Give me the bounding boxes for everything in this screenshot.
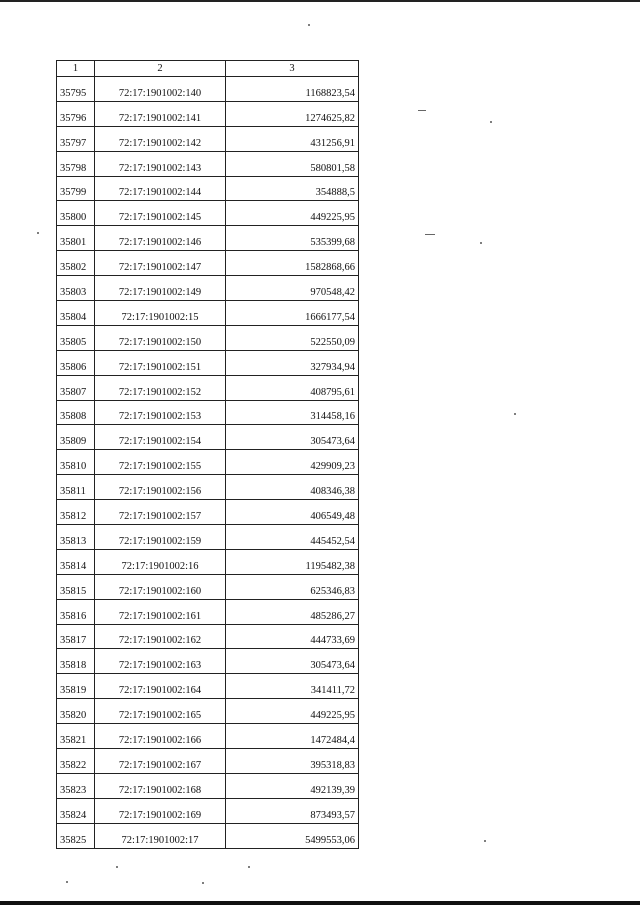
table-row [57, 350, 359, 375]
cadastral-value-cell: 1168823,54 [226, 77, 359, 102]
column-number-row [57, 61, 359, 77]
table-row [57, 699, 359, 724]
cadastral-value-cell: 327934,94 [226, 350, 359, 375]
scan-speck [308, 24, 310, 26]
table-row [57, 276, 359, 301]
table-row [57, 77, 359, 102]
scan-speck [248, 866, 250, 868]
scan-speck [480, 242, 482, 244]
cadastral-value-cell: 522550,09 [226, 325, 359, 350]
table-row [57, 574, 359, 599]
cadastral-number-cell: 72:17:1901002:156 [95, 475, 226, 500]
cadastral-number-cell: 72:17:1901002:164 [95, 674, 226, 699]
row-number-cell: 35803 [57, 276, 95, 301]
table-row [57, 450, 359, 475]
row-number-cell: 35810 [57, 450, 95, 475]
table-row [57, 549, 359, 574]
row-number-cell: 35822 [57, 749, 95, 774]
scan-speck [66, 881, 68, 883]
row-number-cell: 35811 [57, 475, 95, 500]
row-number-cell: 35820 [57, 699, 95, 724]
scan-dash [425, 234, 435, 235]
cadastral-number-cell: 72:17:1901002:149 [95, 276, 226, 301]
cadastral-number-cell: 72:17:1901002:15 [95, 301, 226, 326]
row-number-cell: 35807 [57, 375, 95, 400]
row-number-cell: 35796 [57, 101, 95, 126]
cadastral-number-cell: 72:17:1901002:166 [95, 724, 226, 749]
row-number-cell: 35808 [57, 400, 95, 425]
cadastral-value-cell: 625346,83 [226, 574, 359, 599]
cadastral-value-cell: 305473,64 [226, 649, 359, 674]
cadastral-value-cell: 408795,61 [226, 375, 359, 400]
cadastral-number-cell: 72:17:1901002:150 [95, 325, 226, 350]
scan-speck [484, 840, 486, 842]
cadastral-number-cell: 72:17:1901002:154 [95, 425, 226, 450]
cadastral-value-cell: 408346,38 [226, 475, 359, 500]
table-row [57, 176, 359, 201]
table-row [57, 749, 359, 774]
cadastral-value-cell: 1195482,38 [226, 549, 359, 574]
scan-dash [418, 110, 426, 111]
row-number-cell: 35806 [57, 350, 95, 375]
row-number-cell: 35805 [57, 325, 95, 350]
table-row [57, 201, 359, 226]
table-row [57, 301, 359, 326]
cadastral-value-table [56, 60, 359, 849]
cadastral-value-cell: 485286,27 [226, 599, 359, 624]
cadastral-number-cell: 72:17:1901002:142 [95, 126, 226, 151]
table-row [57, 798, 359, 823]
row-number-cell: 35809 [57, 425, 95, 450]
row-number-cell: 35798 [57, 151, 95, 176]
table-row [57, 101, 359, 126]
row-number-cell: 35813 [57, 525, 95, 550]
row-number-cell: 35818 [57, 649, 95, 674]
row-number-cell: 35802 [57, 251, 95, 276]
column-1-header: 1 [57, 61, 95, 77]
row-number-cell: 35799 [57, 176, 95, 201]
row-number-cell: 35821 [57, 724, 95, 749]
table-row [57, 624, 359, 649]
row-number-cell: 35825 [57, 823, 95, 848]
cadastral-value-cell: 873493,57 [226, 798, 359, 823]
cadastral-value-cell: 449225,95 [226, 201, 359, 226]
cadastral-number-cell: 72:17:1901002:153 [95, 400, 226, 425]
cadastral-number-cell: 72:17:1901002:165 [95, 699, 226, 724]
cadastral-value-cell: 429909,23 [226, 450, 359, 475]
row-number-cell: 35800 [57, 201, 95, 226]
table-row [57, 649, 359, 674]
cadastral-number-cell: 72:17:1901002:144 [95, 176, 226, 201]
cadastral-value-cell: 970548,42 [226, 276, 359, 301]
cadastral-value-cell: 341411,72 [226, 674, 359, 699]
row-number-cell: 35819 [57, 674, 95, 699]
table-row [57, 375, 359, 400]
bottom-edge-rule [0, 901, 640, 905]
row-number-cell: 35795 [57, 77, 95, 102]
table-row [57, 773, 359, 798]
cadastral-value-cell: 535399,68 [226, 226, 359, 251]
top-edge-rule [0, 0, 640, 2]
cadastral-number-cell: 72:17:1901002:162 [95, 624, 226, 649]
cadastral-value-cell: 1274625,82 [226, 101, 359, 126]
table-row [57, 325, 359, 350]
table-row [57, 400, 359, 425]
cadastral-number-cell: 72:17:1901002:151 [95, 350, 226, 375]
table-row [57, 525, 359, 550]
cadastral-number-cell: 72:17:1901002:155 [95, 450, 226, 475]
table-row [57, 151, 359, 176]
cadastral-number-cell: 72:17:1901002:141 [95, 101, 226, 126]
cadastral-value-cell: 1472484,4 [226, 724, 359, 749]
table-row [57, 475, 359, 500]
table-row [57, 724, 359, 749]
cadastral-value-cell: 431256,91 [226, 126, 359, 151]
cadastral-value-cell: 395318,83 [226, 749, 359, 774]
table-row [57, 823, 359, 848]
cadastral-number-cell: 72:17:1901002:169 [95, 798, 226, 823]
scan-speck [490, 121, 492, 123]
cadastral-number-cell: 72:17:1901002:163 [95, 649, 226, 674]
cadastral-value-cell: 1582868,66 [226, 251, 359, 276]
cadastral-number-cell: 72:17:1901002:161 [95, 599, 226, 624]
scan-speck [37, 232, 39, 234]
cadastral-value-cell: 305473,64 [226, 425, 359, 450]
table-row [57, 599, 359, 624]
cadastral-value-cell: 580801,58 [226, 151, 359, 176]
cadastral-number-cell: 72:17:1901002:168 [95, 773, 226, 798]
cadastral-number-cell: 72:17:1901002:17 [95, 823, 226, 848]
cadastral-value-cell: 406549,48 [226, 500, 359, 525]
cadastral-number-cell: 72:17:1901002:152 [95, 375, 226, 400]
cadastral-value-cell: 5499553,06 [226, 823, 359, 848]
cadastral-number-cell: 72:17:1901002:140 [95, 77, 226, 102]
column-2-header: 2 [95, 61, 226, 77]
cadastral-number-cell: 72:17:1901002:145 [95, 201, 226, 226]
cadastral-number-cell: 72:17:1901002:146 [95, 226, 226, 251]
row-number-cell: 35801 [57, 226, 95, 251]
cadastral-number-cell: 72:17:1901002:16 [95, 549, 226, 574]
cadastral-number-cell: 72:17:1901002:157 [95, 500, 226, 525]
cadastral-value-cell: 444733,69 [226, 624, 359, 649]
table-row [57, 126, 359, 151]
scan-speck [202, 882, 204, 884]
row-number-cell: 35812 [57, 500, 95, 525]
cadastral-value-cell: 314458,16 [226, 400, 359, 425]
column-3-header: 3 [226, 61, 359, 77]
row-number-cell: 35815 [57, 574, 95, 599]
cadastral-number-cell: 72:17:1901002:160 [95, 574, 226, 599]
table-row [57, 425, 359, 450]
table-row [57, 674, 359, 699]
table-row [57, 500, 359, 525]
cadastral-number-cell: 72:17:1901002:167 [95, 749, 226, 774]
cadastral-value-cell: 1666177,54 [226, 301, 359, 326]
scan-speck [514, 413, 516, 415]
cadastral-value-cell: 492139,39 [226, 773, 359, 798]
table-row [57, 226, 359, 251]
row-number-cell: 35817 [57, 624, 95, 649]
cadastral-number-cell: 72:17:1901002:147 [95, 251, 226, 276]
row-number-cell: 35816 [57, 599, 95, 624]
scan-speck [116, 866, 118, 868]
row-number-cell: 35797 [57, 126, 95, 151]
cadastral-number-cell: 72:17:1901002:159 [95, 525, 226, 550]
row-number-cell: 35823 [57, 773, 95, 798]
cadastral-value-cell: 445452,54 [226, 525, 359, 550]
row-number-cell: 35814 [57, 549, 95, 574]
row-number-cell: 35824 [57, 798, 95, 823]
cadastral-value-cell: 354888,5 [226, 176, 359, 201]
table-body [57, 77, 359, 849]
row-number-cell: 35804 [57, 301, 95, 326]
table-row [57, 251, 359, 276]
cadastral-value-cell: 449225,95 [226, 699, 359, 724]
cadastral-number-cell: 72:17:1901002:143 [95, 151, 226, 176]
